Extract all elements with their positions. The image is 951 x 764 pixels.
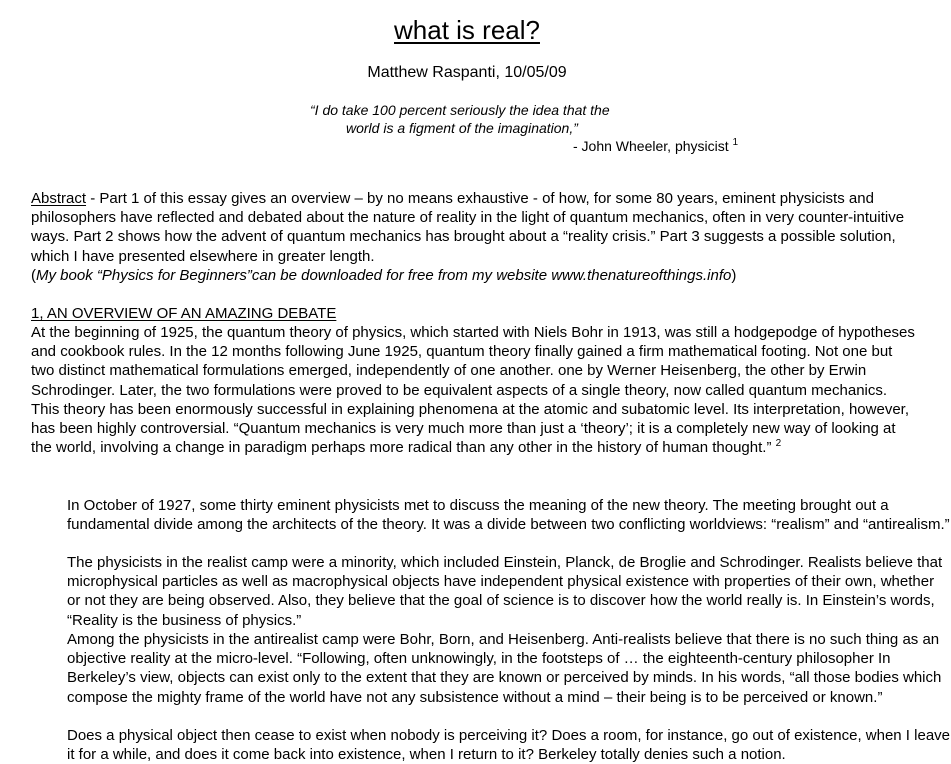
abstract-note: My book “Physics for Beginners”can be downloaded for free from my website www.thenatureofthings.info (36, 266, 732, 284)
abstract-note-close: ) (731, 266, 737, 284)
abstract-heading: Abstract (31, 190, 87, 207)
section-heading-text: 1, AN OVERVIEW OF AN AMAZING DEBATE (31, 305, 337, 322)
title-text: what is real? (394, 15, 540, 45)
body-paragraph: Among the physicists in the antirealist camp were Bohr, Born, and Heisenberg. Anti-realists believe that there is no such thing as an objective reality at the micro-level. “Following, often unknowingly, in the footsteps of … the eighteenth-century philosopher In Berkeley’s view, objects can exist only to the extent that they are known or perceived by minds. In his words, “all those bodies which compose the mighty frame of the world have not any subsistence without a mind – their being is to be perceived or known.” (67, 631, 942, 706)
section-body-paragraph (31, 323, 915, 457)
abstract-paragraph (31, 189, 915, 285)
epigraph-line-1: “I do take 100 percent seriously the idea that the (310, 102, 610, 118)
section-heading (31, 304, 915, 323)
body-paragraph: Does a physical object then cease to exist when nobody is perceiving it? Does a room, for instance, go out of existence, when I leave it for a while, and does it come back into existence, when I return to it? Berkeley totally denies such a notion. (67, 727, 951, 764)
epigraph-attribution (573, 136, 738, 156)
epigraph-line-2: world is a figment of the imagination,” (346, 120, 578, 136)
abstract-note-open: ( (31, 266, 36, 284)
footnote-ref-1: 1 (732, 137, 739, 148)
abstract-text: - Part 1 of this essay gives an overview – by no means exhaustive - of how, for some 80 years, eminent physicists and philosophers have reflected and debated about the nature of reality in the light of quantum mechanics, often in very counter-intuitive ways. Part 2 shows how the advent of quantum mechanics has brought about a “reality crisis.” Part 3 suggests a possible solution, which I have presented elsewhere in greater length. (31, 190, 905, 265)
document-title (0, 14, 934, 46)
author-line: Matthew Raspanti, 10/05/09 (367, 64, 567, 81)
attribution-text: - John Wheeler, physicist (573, 138, 733, 154)
body-paragraph: The physicists in the realist camp were a minority, which included Einstein, Planck, de Broglie and Schrodinger. Realists believe that microphysical particles as well as macrophysical objects have independent physical existence with properties of their own, whether or not they are being observed. Also, they believe that the goal of science is to discover how the world really is. In Einstein’s words, “Reality is the business of physics.” (67, 554, 943, 629)
section-body-text: At the beginning of 1925, the quantum theory of physics, which started with Niels Bohr in 1913, was still a hodgepodge of hypotheses and cookbook rules. In the 12 months following June 1925, quantum theory finally gained a firm mathematical footing. Not one but two distinct mathematical formulations emerged, independently of one another. one by Werner Heisenberg, the other by Erwin Schrodinger. Later, the two formulations were proved to be equivalent aspects of a single theory, now called quantum mechanics. This theory has been enormously successful in explaining phenomena at the atomic and subatomic level. Its interpretation, however, has been highly controversial. “Quantum mechanics is very much more than just a ‘theory’; it is a completely new way of looking at the world, involving a change in paradigm perhaps more radical than any other in the history of human thought.” (31, 324, 915, 457)
body-paragraph: In October of 1927, some thirty eminent physicists met to discuss the meaning of the new theory. The meeting brought out a fundamental divide among the architects of the theory. It was a divide between two conflicting worldviews: “realism” and “antirealism.” (67, 497, 950, 534)
footnote-ref-2: 2 (775, 438, 782, 450)
